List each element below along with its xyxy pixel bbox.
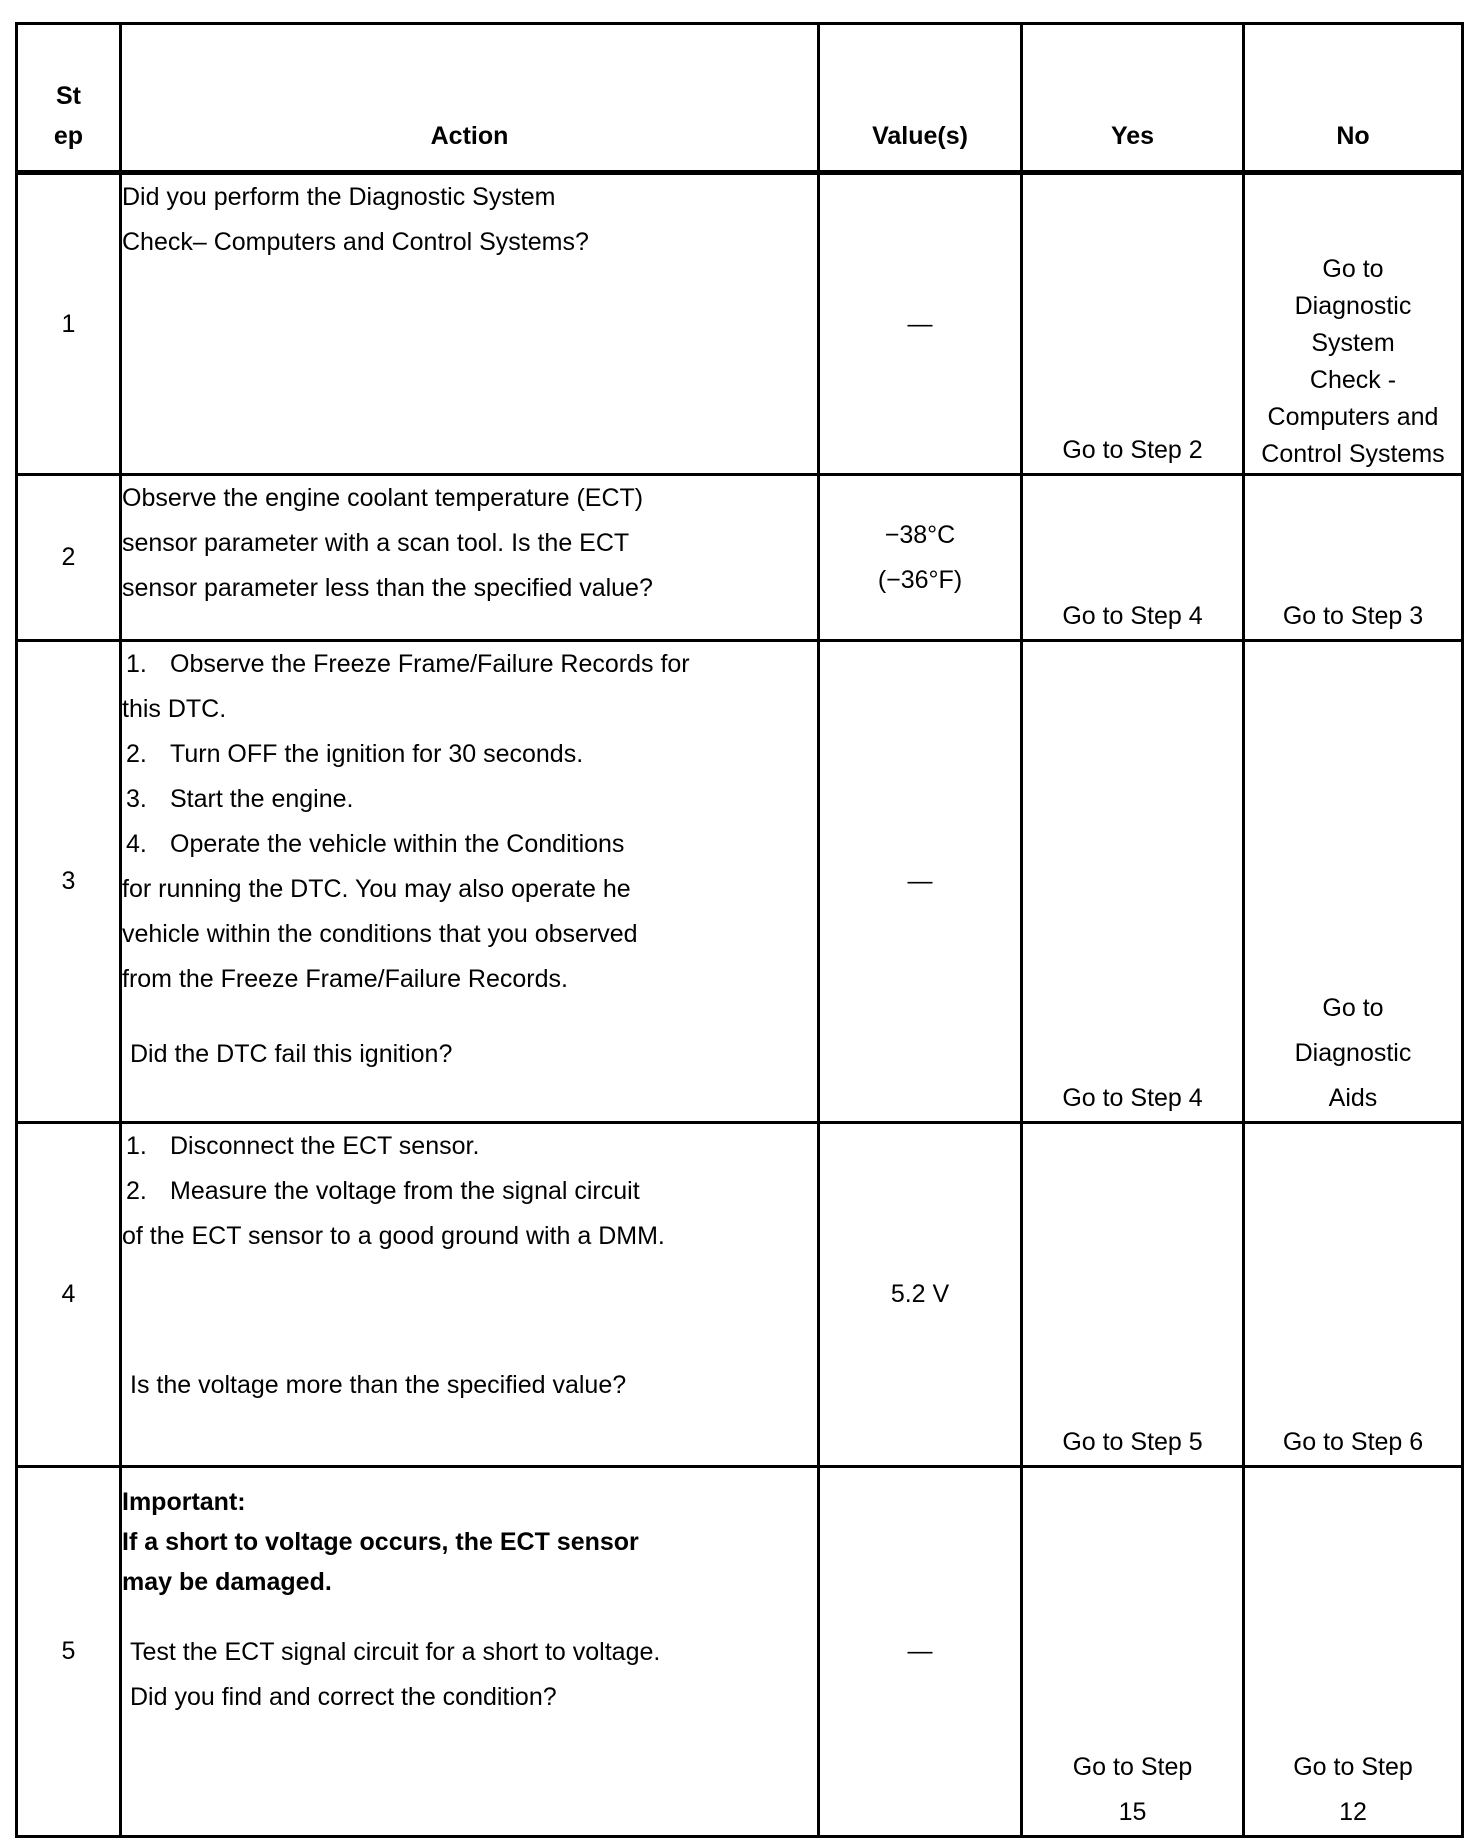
yes-cell: Go to Step 2 bbox=[1022, 173, 1244, 475]
action-cell: 1. Observe the Freeze Frame/Failure Records for this DTC. 2. Turn OFF the ignition for 30 seconds. 3. Start the engine. 4. Operate the vehicle within the Conditions for running the DTC. You may also operate he vehicle within the conditions that you observed from the Freeze Frame/Failure Records. Did the DTC fail this ignition? bbox=[121, 641, 819, 1123]
yes-cell: Go to Step 4 bbox=[1022, 475, 1244, 641]
step-number: 2 bbox=[17, 475, 121, 641]
value-cell: 5.2 V bbox=[819, 1123, 1022, 1467]
step-number: 5 bbox=[17, 1467, 121, 1837]
action-cell: Observe the engine coolant temperature (ECT) sensor parameter with a scan tool. Is the ECT sensor parameter less than the specified value? bbox=[121, 475, 819, 641]
list-item: 4. Operate the vehicle within the Conditions bbox=[126, 830, 625, 858]
yes-cell: Go to Step 5 bbox=[1022, 1123, 1244, 1467]
list-item: 3. Start the engine. bbox=[126, 785, 354, 813]
value-cell: — bbox=[819, 173, 1022, 475]
step-number: 1 bbox=[17, 173, 121, 475]
step-number: 3 bbox=[17, 641, 121, 1123]
action-cell: Did you perform the Diagnostic System Check– Computers and Control Systems? bbox=[121, 173, 819, 475]
no-cell: Go to Step 12 bbox=[1244, 1467, 1463, 1837]
no-cell: Go to Step 6 bbox=[1244, 1123, 1463, 1467]
value-cell: — bbox=[819, 641, 1022, 1123]
header-action: Action bbox=[121, 24, 819, 173]
no-cell: Go to Diagnostic System Check - Computers and Control Systems bbox=[1244, 173, 1463, 475]
yes-cell: Go to Step 15 bbox=[1022, 1467, 1244, 1837]
yes-cell: Go to Step 4 bbox=[1022, 641, 1244, 1123]
table-row bbox=[17, 1467, 1463, 1837]
action-cell: Important: If a short to voltage occurs, the ECT sensor may be damaged. Test the ECT signal circuit for a short to voltage. Did you find and correct the condition? bbox=[121, 1467, 819, 1837]
no-cell: Go to Step 3 bbox=[1244, 475, 1463, 641]
list-item: 2. Turn OFF the ignition for 30 seconds. bbox=[126, 740, 584, 768]
important-title: Important: bbox=[122, 1488, 246, 1516]
header-row bbox=[17, 24, 1463, 173]
list-item: 1. Disconnect the ECT sensor. bbox=[126, 1132, 480, 1160]
step-number: 4 bbox=[17, 1123, 121, 1467]
table-row bbox=[17, 1123, 1463, 1467]
header-values: Value(s) bbox=[819, 24, 1022, 173]
question: Is the voltage more than the specified value? bbox=[130, 1371, 627, 1399]
table-row bbox=[17, 475, 1463, 641]
no-cell: Go to Diagnostic Aids bbox=[1244, 641, 1463, 1123]
table-row bbox=[17, 173, 1463, 475]
value-cell: −38°C (−36°F) bbox=[819, 475, 1022, 641]
list-item: 2. Measure the voltage from the signal circuit bbox=[126, 1177, 640, 1205]
action-cell: 1. Disconnect the ECT sensor. 2. Measure the voltage from the signal circuit of the ECT sensor to a good ground with a DMM. Is the voltage more than the specified value? bbox=[121, 1123, 819, 1467]
header-no: No bbox=[1244, 24, 1463, 173]
list-item: 1. Observe the Freeze Frame/Failure Records for bbox=[126, 650, 690, 678]
table-row bbox=[17, 641, 1463, 1123]
header-yes: Yes bbox=[1022, 24, 1244, 173]
header-step: St ep bbox=[17, 24, 121, 173]
value-cell: — bbox=[819, 1467, 1022, 1837]
diagnostic-table bbox=[15, 22, 1464, 1838]
question: Did the DTC fail this ignition? bbox=[130, 1040, 453, 1068]
